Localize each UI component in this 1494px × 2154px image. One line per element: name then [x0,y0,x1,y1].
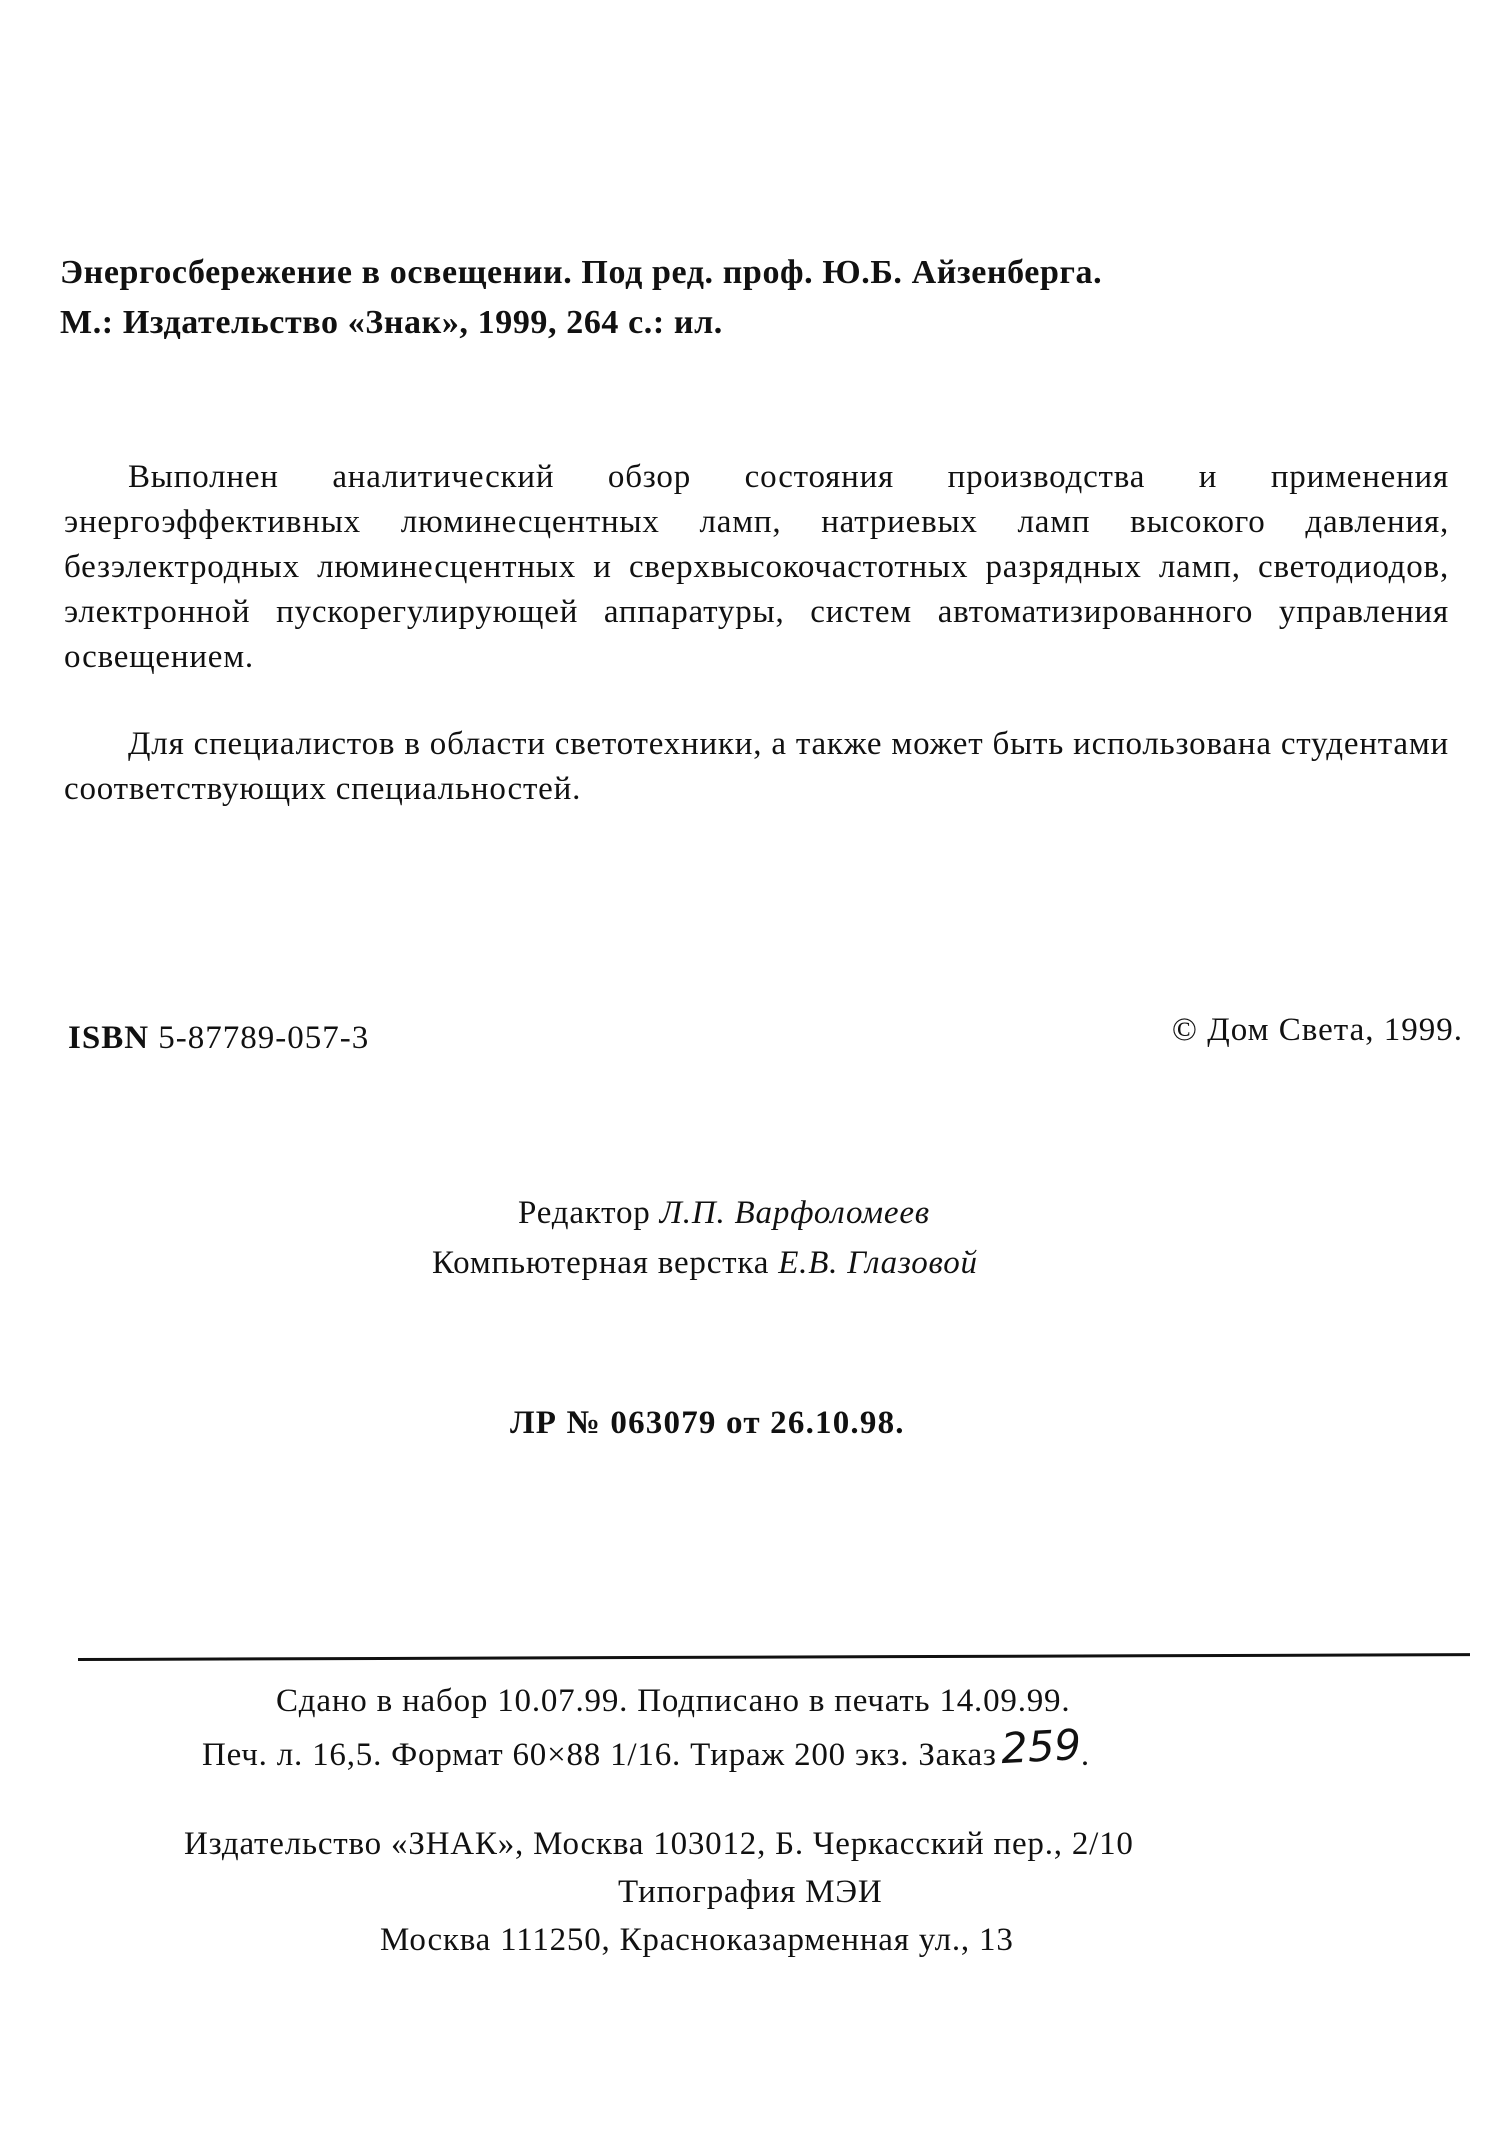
printing-format-text: Печ. л. 16,5. Формат 60×88 1/16. Тираж 200 экз. Заказ [202,1737,997,1773]
bibliographic-entry [60,248,1400,348]
isbn-number: 5-87789-057-3 [158,1020,370,1056]
handwritten-order-number: 259 [999,1719,1083,1774]
printing-dates: Сдано в набор 10.07.99. Подписано в печать 14.09.99. [276,1683,1071,1719]
editor-credit [518,1188,930,1238]
printing-format [202,1719,1090,1780]
bibliographic-title-line: Энергосбережение в освещении. Под ред. проф. Ю.Б. Айзенберга. [60,254,1103,291]
layout-credit [432,1238,978,1288]
layout-name: Е.В. Глазовой [778,1245,978,1281]
license-number: ЛР № 063079 от 26.10.98. [510,1405,905,1441]
publisher-address: Издательство «ЗНАК», Москва 103012, Б. Черкасский пер., 2/10 [184,1826,1134,1862]
printing-format-end: . [1080,1737,1090,1773]
editor-name: Л.П. Варфоломеев [659,1195,930,1231]
bibliographic-publisher-line: М.: Издательство «Знак», 1999, 264 с.: ил. [60,304,723,341]
editor-label: Редактор [518,1195,651,1231]
audience-paragraph: Для специалистов в области светотехники, а также может быть использована студентами соответствующих специальностей. [64,726,1449,807]
copyright-notice: © Дом Света, 1999. [1171,1012,1463,1048]
divider-rule [78,1653,1470,1661]
printing-house: Типография МЭИ [618,1874,883,1910]
isbn-label: ISBN [68,1020,150,1056]
printing-house-address: Москва 111250, Красноказарменная ул., 13 [380,1922,1014,1958]
abstract-paragraph: Выполнен аналитический обзор состояния производства и применения энергоэффективных люминесцентных ламп, натриевых ламп высокого давления, безэлектродных люминесцентных и сверхвысокочастотных разрядных ламп, светодиодов, электронной пускорегулирующей аппаратуры, систем автоматизированного управления освещением. [64,459,1449,675]
layout-label: Компьютерная верстка [432,1245,770,1281]
isbn [68,1020,369,1057]
